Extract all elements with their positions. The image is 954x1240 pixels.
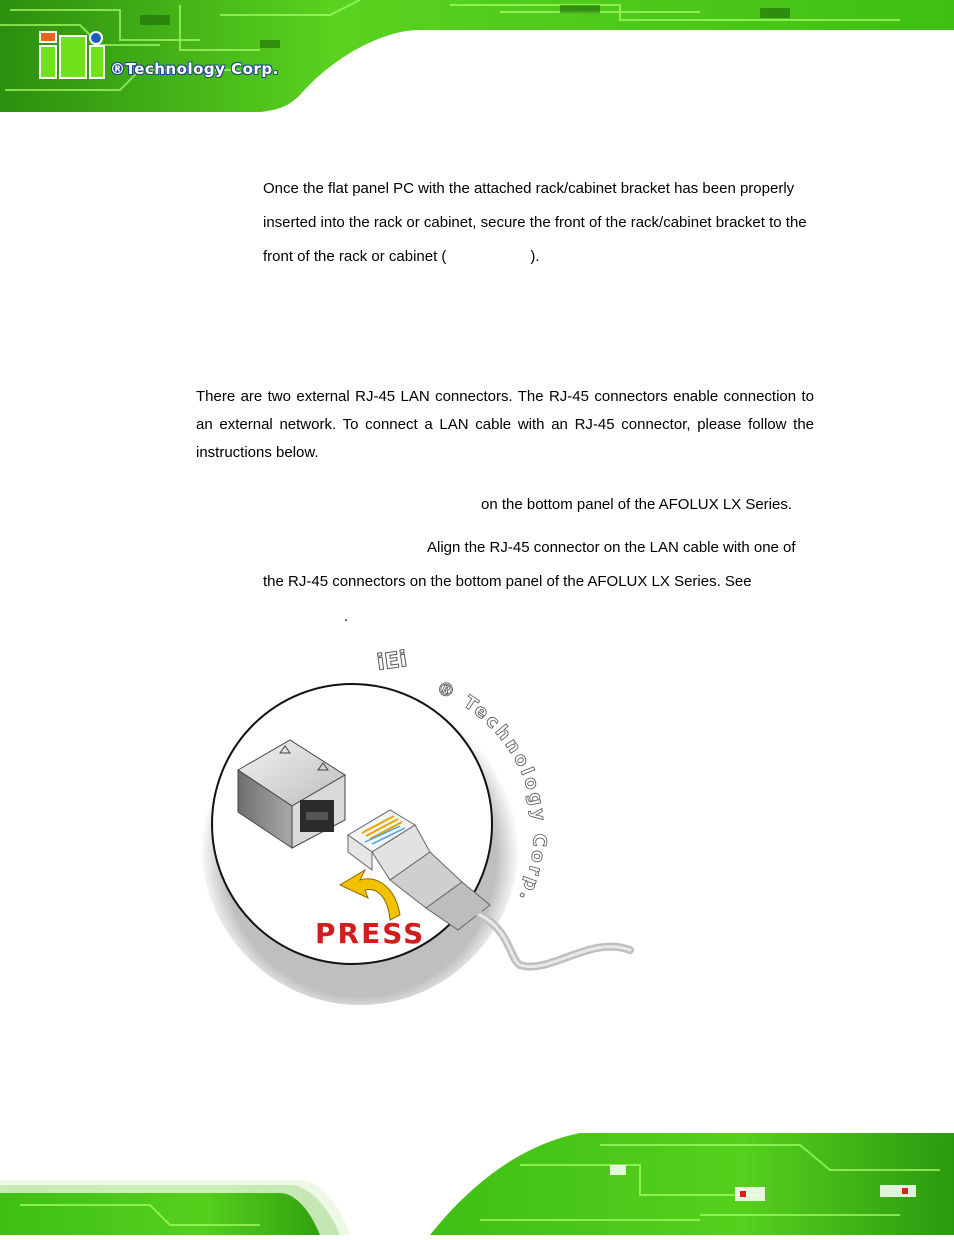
step2-text: on the bottom panel of the AFOLUX LX Series. [481, 496, 793, 513]
page-footer [0, 1125, 954, 1235]
watermark-arc-text: ® Technology Corp. [433, 677, 550, 907]
brand-tagline: ®Technology Corp. [110, 60, 279, 78]
step3-line1: Align the RJ-45 connector on the LAN cable with one of [427, 539, 796, 556]
brand-logo-icon [40, 32, 104, 78]
pcb-footer-banner [0, 1125, 954, 1235]
watermark-logo: iEi [375, 646, 409, 676]
lan-cable [480, 915, 630, 967]
lan-intro-paragraph: There are two external RJ-45 LAN connectors. The RJ-45 connectors enable connection to an external network. To connect a LAN cable with an RJ-45 connector, please follow the instructions below. [196, 388, 814, 461]
step1-paragraph [263, 172, 823, 274]
step1-close: ). [530, 248, 540, 265]
step1-text: Once the flat panel PC with the attached rack/cabinet bracket has been properly inserted into the rack or cabinet, secure the front of the rack/cabinet bracket to the front of the rack or cabinet ( [263, 180, 807, 265]
lan-connection-figure [200, 630, 640, 1020]
rj45-illustration [200, 630, 640, 1020]
press-label: PRESS [315, 917, 426, 950]
step3-end: . [344, 608, 349, 625]
page-header [0, 0, 954, 115]
pcb-header-banner [0, 0, 954, 115]
step3-line2: the RJ-45 connectors on the bottom panel of the AFOLUX LX Series. See [263, 573, 752, 590]
watermark [375, 647, 408, 676]
